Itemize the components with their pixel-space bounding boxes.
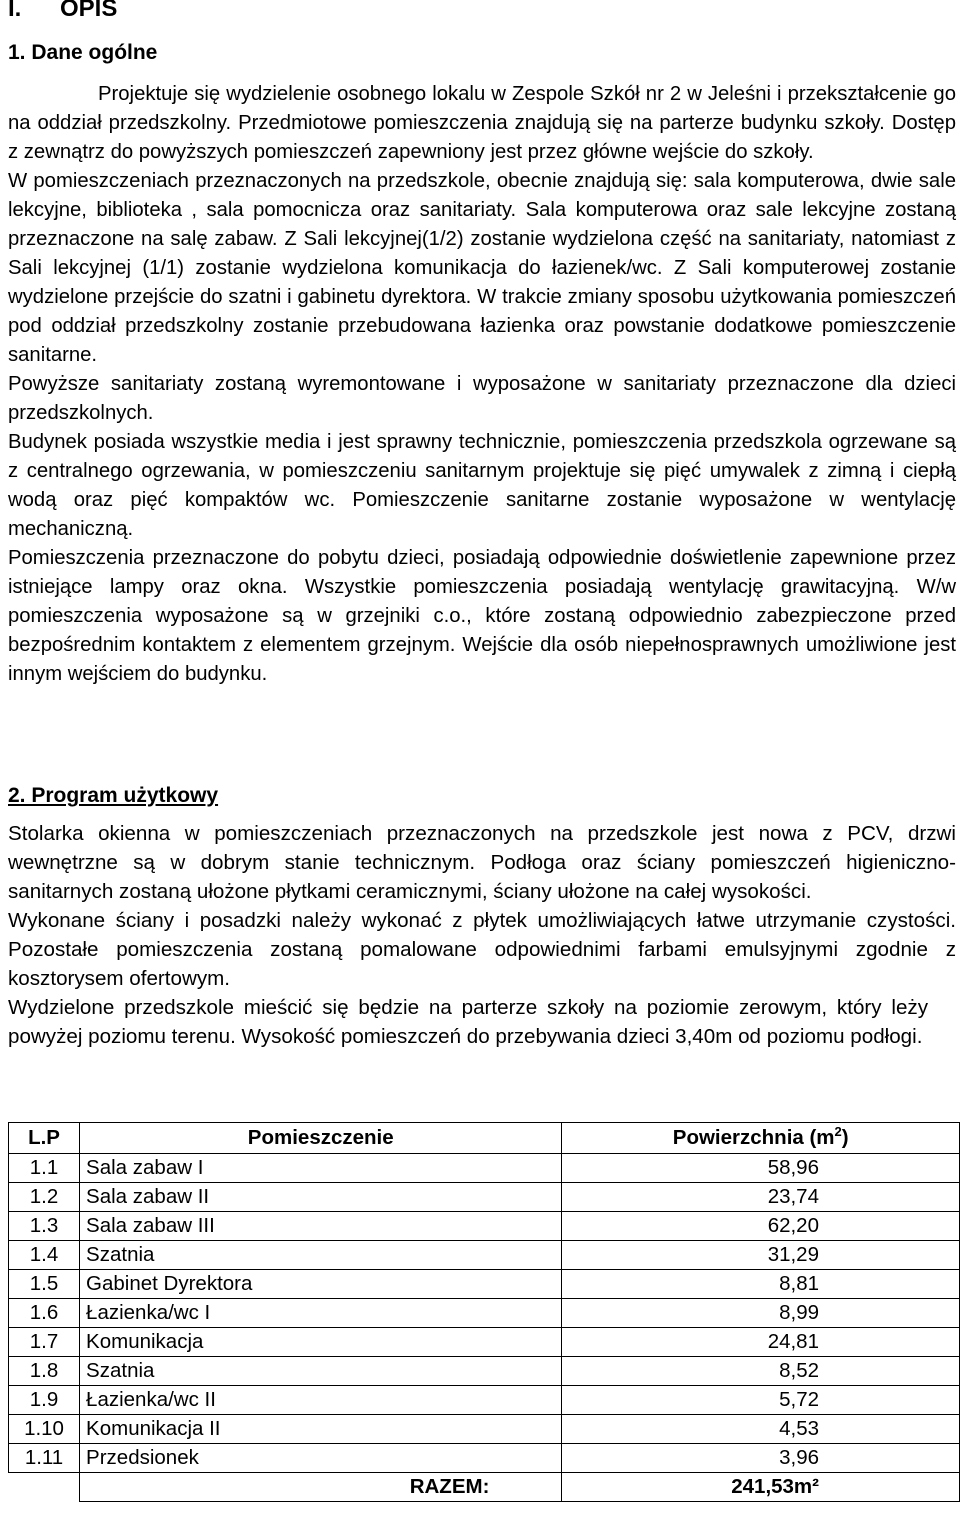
cell-name: Szatnia — [80, 1357, 562, 1386]
table-row — [9, 1241, 960, 1270]
chapter-number: I. — [8, 0, 22, 22]
cell-lp: 1.5 — [9, 1270, 80, 1299]
section1-paragraph: Powyższe sanitariaty zostaną wyremontowane i wyposażone w sanitariaty przeznaczone dla dzieci przedszkolnych. — [8, 373, 956, 424]
table-row — [9, 1328, 960, 1357]
cell-lp: 1.8 — [9, 1357, 80, 1386]
cell-area: 4,53 — [562, 1415, 960, 1444]
rooms-table — [8, 1122, 960, 1502]
table-row — [9, 1183, 960, 1212]
total-blank-cell — [9, 1473, 80, 1502]
table-row — [9, 1357, 960, 1386]
cell-area: 62,20 — [562, 1212, 960, 1241]
header-lp: L.P — [9, 1123, 80, 1154]
cell-area: 31,29 — [562, 1241, 960, 1270]
cell-area: 8,52 — [562, 1357, 960, 1386]
cell-area: 8,99 — [562, 1299, 960, 1328]
section1-paragraph: Pomieszczenia przeznaczone do pobytu dzieci, posiadają odpowiednie doświetlenie zapewnione przez istniejące lampy oraz okna. Wszystkie pomieszczenia posiadają wentylację grawitacyjną. W/w pomieszczenia wyposażone są w grzejniki c.o., które zostaną odpowiednio zabezpieczone przed bezpośrednim kontaktem z elementem grzejnym. Wejście dla osób niepełnosprawnych umożliwione jest innym wejściem do budynku. — [8, 547, 956, 685]
table-row — [9, 1212, 960, 1241]
cell-name: Sala zabaw III — [80, 1212, 562, 1241]
cell-name: Komunikacja — [80, 1328, 562, 1357]
cell-name: Sala zabaw II — [80, 1183, 562, 1212]
cell-lp: 1.7 — [9, 1328, 80, 1357]
cell-area: 24,81 — [562, 1328, 960, 1357]
section2-title: 2. Program użytkowy — [8, 784, 219, 807]
cell-lp: 1.1 — [9, 1154, 80, 1183]
table-row — [9, 1415, 960, 1444]
cell-area: 23,74 — [562, 1183, 960, 1212]
table-row — [9, 1299, 960, 1328]
table-header-row — [9, 1123, 960, 1154]
section1-body — [8, 80, 956, 689]
cell-name: Gabinet Dyrektora — [80, 1270, 562, 1299]
header-area — [562, 1123, 960, 1154]
cell-lp: 1.2 — [9, 1183, 80, 1212]
section1-paragraph: Projektuje się wydzielenie osobnego lokalu w Zespole Szkół nr 2 w Jeleśni i przekształcenie go na oddział przedszkolny. Przedmiotowe pomieszczenia znajdują się na parterze budynku szkoły. Dostęp z zewnątrz do powyższych pomieszczeń zapewniony jest przez główne wejście do szkoły. — [8, 83, 956, 163]
cell-lp: 1.11 — [9, 1444, 80, 1473]
table-row — [9, 1270, 960, 1299]
cell-area: 3,96 — [562, 1444, 960, 1473]
section1-paragraph: W pomieszczeniach przeznaczonych na przedszkole, obecnie znajdują się: sala komputerowa, dwie sale lekcyjne, biblioteka , sala pomocnicza oraz sanitariaty. Sala komputerowa oraz sale lekcyjne zostaną przeznaczone na salę zabaw. Z Sali lekcyjnej(1/2) zostanie wydzielona część na sanitariaty, natomiast z Sali lekcyjnej (1/1) zostanie wydzielona komunikacja do łazienek/wc. Z Sali komputerowej zostanie wydzielone przejście do szatni i gabinetu dyrektora. W trakcie zmiany sposobu użytkowania pomieszczeń pod oddział przedszkolny zostanie przebudowana łazienka oraz powstanie dodatkowe pomieszczenie sanitarne. — [8, 170, 956, 366]
total-label: RAZEM: — [80, 1473, 562, 1502]
table-row — [9, 1386, 960, 1415]
header-name: Pomieszczenie — [80, 1123, 562, 1154]
header-area-close: ) — [841, 1126, 849, 1149]
section2-paragraph: Wydzielone przedszkole mieścić się będzie na parterze szkoły na poziomie zerowym, który leży powyżej poziomu terenu. Wysokość pomieszczeń do przebywania dzieci 3,40m od poziomu podłogi. — [8, 996, 928, 1048]
cell-lp: 1.4 — [9, 1241, 80, 1270]
cell-lp: 1.3 — [9, 1212, 80, 1241]
cell-name: Łazienka/wc I — [80, 1299, 562, 1328]
cell-lp: 1.10 — [9, 1415, 80, 1444]
cell-lp: 1.9 — [9, 1386, 80, 1415]
cell-name: Sala zabaw I — [80, 1154, 562, 1183]
header-area-label: Powierzchnia (m — [672, 1126, 835, 1149]
cell-name: Komunikacja II — [80, 1415, 562, 1444]
cell-name: Przedsionek — [80, 1444, 562, 1473]
section2-paragraph: Stolarka okienna w pomieszczeniach przeznaczonych na przedszkole jest nowa z PCV, drzwi wewnętrzne są w dobrym stanie technicznym. Podłoga oraz ściany pomieszczeń higieniczno-sanitarnych zostaną ułożone płytkami ceramicznymi, ściany ułożone na całej wysokości. — [8, 822, 956, 903]
table-row — [9, 1154, 960, 1183]
cell-area: 5,72 — [562, 1386, 960, 1415]
header-area-superscript: 2 — [834, 1124, 842, 1139]
cell-name: Szatnia — [80, 1241, 562, 1270]
cell-area: 58,96 — [562, 1154, 960, 1183]
table-row — [9, 1444, 960, 1473]
section2-paragraph: Wykonane ściany i posadzki należy wykonać z płytek umożliwiających łatwe utrzymanie czystości. Pozostałe pomieszczenia zostaną pomalowane odpowiednimi farbami emulsyjnymi zgodnie z kosztorysem ofertowym. — [8, 909, 956, 990]
chapter-heading — [8, 0, 117, 24]
section1-paragraph: Budynek posiada wszystkie media i jest sprawny technicznie, pomieszczenia przedszkola ogrzewane są z centralnego ogrzewania, w pomieszczeniu sanitarnym projektuje się pięć umywalek z zimną i ciepłą wodą oraz pięć kompaktów wc. Pomieszczenie sanitarne zostanie wyposażone w wentylację mechaniczną. — [8, 431, 956, 540]
cell-area: 8,81 — [562, 1270, 960, 1299]
chapter-title: OPIS — [60, 0, 118, 22]
cell-name: Łazienka/wc II — [80, 1386, 562, 1415]
total-value: 241,53m² — [562, 1473, 960, 1502]
section1-title: 1. Dane ogólne — [8, 41, 158, 64]
table-total-row — [9, 1473, 960, 1502]
cell-lp: 1.6 — [9, 1299, 80, 1328]
section2-body — [8, 819, 956, 1051]
